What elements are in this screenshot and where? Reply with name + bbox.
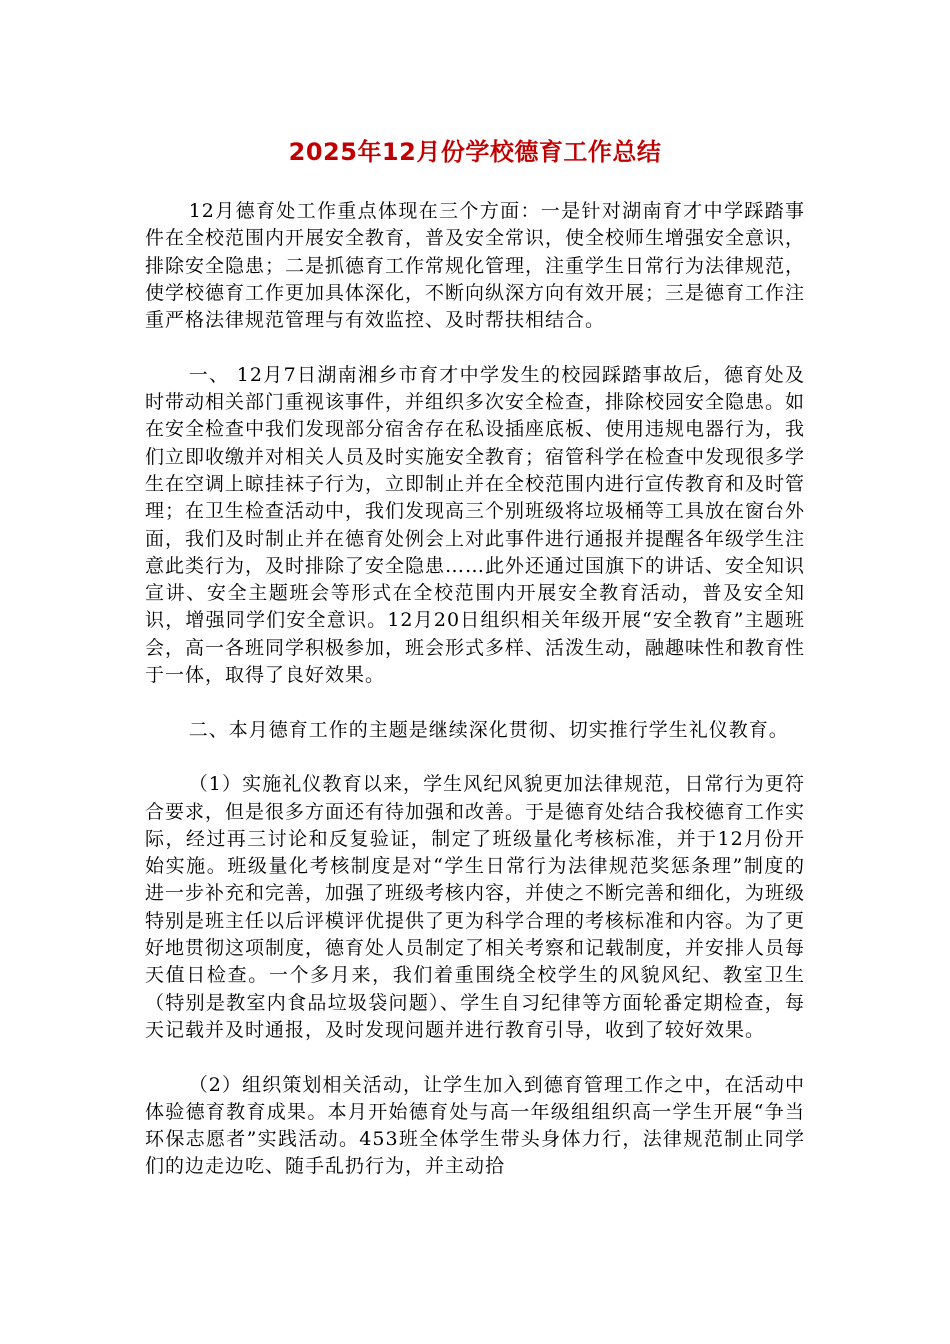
paragraph-intro: 12月德育处工作重点体现在三个方面：一是针对湖南育才中学踩踏事件在全校范围内开展安全教育，普及安全常识，使全校师生增强安全意识，排除安全隐患；二是抓德育工作常规化管理，注重学生日常行为法律规范，使学校德育工作更加具体深化，不断向纵深方向有效开展；三是德育工作注重严格法律规范管理与有效监控、及时帮扶相结合。 xyxy=(145,200,806,332)
document-body xyxy=(145,198,805,1208)
document-title: 2025年12月份学校德育工作总结 xyxy=(288,138,662,166)
paragraph-item-two: （2）组织策划相关活动，让学生加入到德育管理工作之中，在活动中体验德育教育成果。本月开始德育处与高一年级组组织高一学生开展“争当环保志愿者”实践活动。453班全体学生带头身体力行，法律规范制止同学们的边走边吃、随手乱扔行为，并主动拾 xyxy=(145,1073,805,1178)
paragraph-section-one: 一、 12月7日湖南湘乡市育才中学发生的校园踩踏事故后，德育处及时带动相关部门重视该事件，并组织多次安全检查，排除校园安全隐患。如在安全检查中我们发现部分宿舍存在私设插座底板、使用违规电器行为，我们立即收缴并对相关人员及时实施安全教育；宿管科学在检查中发现很多学生在空调上晾挂袜子行为，立即制止并在全校范围内进行宣传教育和及时管理；在卫生检查活动中，我们发现高三个别班级将垃圾桶等工具放在窗台外面，我们及时制止并在德育处例会上对此事件进行通报并提醒各年级学生注意此类行为，及时排除了安全隐患……此外还通过国旗下的讲话、安全知识宣讲、安全主题班会等形式在全校范围内开展安全教育活动，普及安全知识，增强同学们安全意识。12月20日组织相关年级开展“安全教育”主题班会，高一各班同学积极参加，班会形式多样、活泼生动，融趣味性和教育性于一体，取得了良好效果。 xyxy=(145,363,806,687)
paragraph-section-two: 二、本月德育工作的主题是继续深化贯彻、切实推行学生礼仪教育。 xyxy=(188,718,789,741)
paragraph-item-one: （1）实施礼仪教育以来，学生风纪风貌更加法律规范，日常行为更符合要求，但是很多方面还有待加强和改善。于是德育处结合我校德育工作实际，经过再三讨论和反复验证，制定了班级量化考核标准，并于12月份开始实施。班级量化考核制度是对“学生日常行为法律规范奖惩条理”制度的进一步补充和完善，加强了班级考核内容，并使之不断完善和细化，为班级特别是班主任以后评模评优提供了更为科学合理的考核标准和内容。为了更好地贯彻这项制度，德育处人员制定了相关考察和记载制度，并安排人员每天值日检查。一个多月来，我们着重围绕全校学生的风貌风纪、教室卫生（特别是教室内食品垃圾袋问题）、学生自习纪律等方面轮番定期检查，每天记载并及时通报，及时发现问题并进行教育引导，收到了较好效果。 xyxy=(145,773,806,1041)
